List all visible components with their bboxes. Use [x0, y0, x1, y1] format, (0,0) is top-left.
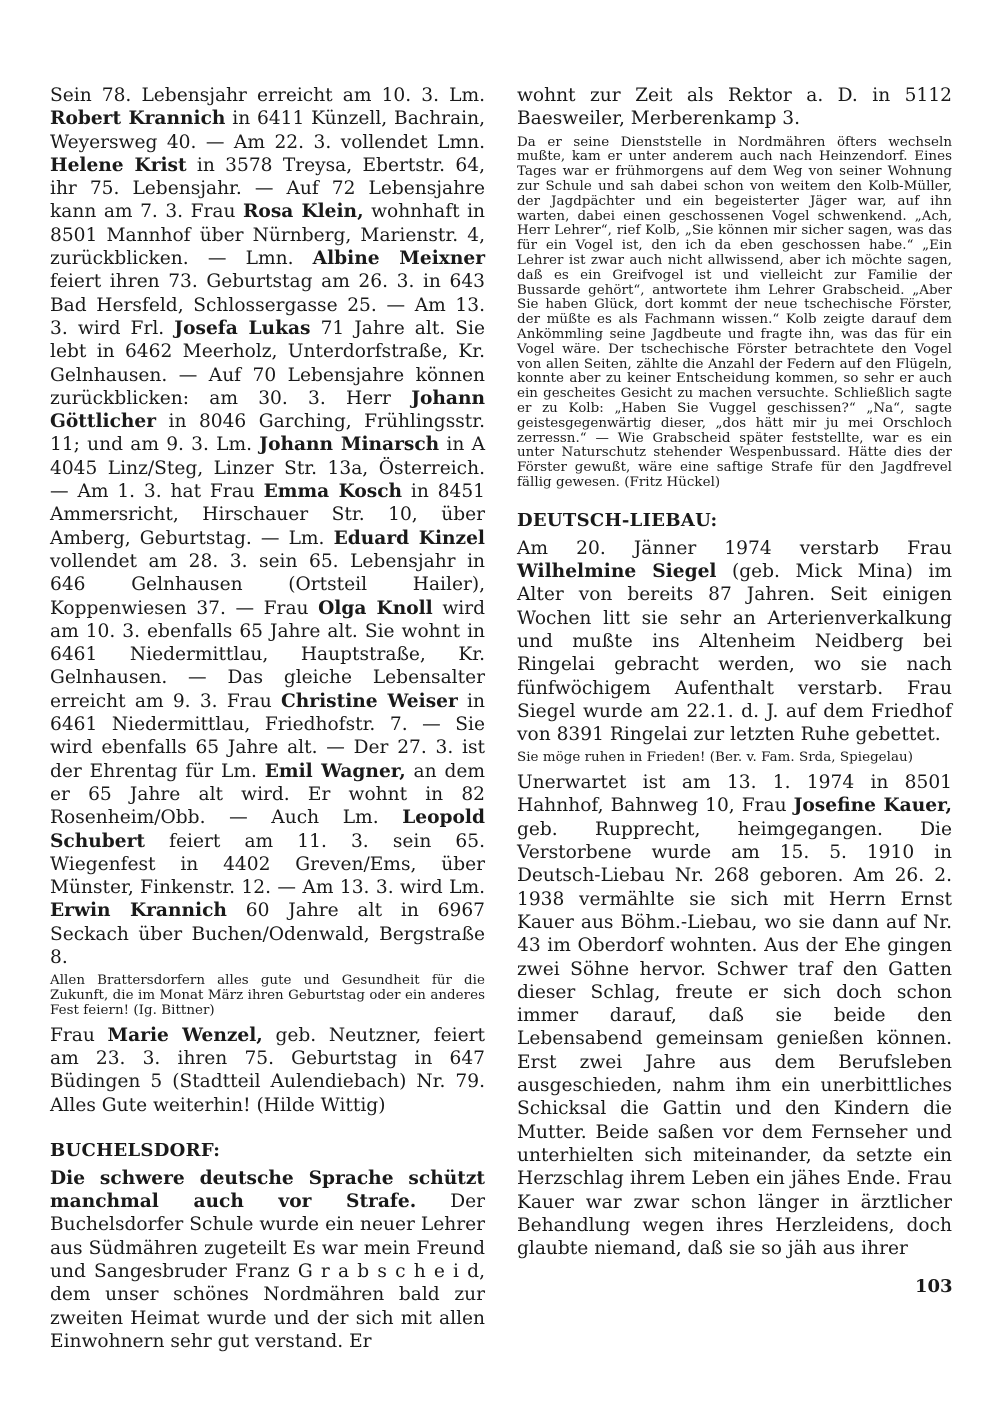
- text-run: wohnhaft in 8501 Mannhof über Nürnberg, Marienstr. 4, zurückblicken. — Lmn.: [50, 201, 486, 270]
- bold-name: Emil Wagner,: [264, 760, 406, 782]
- text-run: Unerwartet ist am 13. 1. 1974 in 8501 Hahnhof, Bahnweg 10, Frau: [517, 772, 952, 817]
- bold-name: Johann Minarsch: [259, 434, 440, 456]
- story-intro: [50, 1167, 485, 1353]
- text-run: in 8451 Ammersricht, Hirschauer Str. 10, über Amberg, Geburtstag. — Lm.: [50, 481, 485, 549]
- page-number: 103: [915, 1276, 953, 1297]
- text-run: in 8046 Garching, Frühlingsstr. 11; und am 9. 3. Lm.: [50, 411, 485, 456]
- bold-name: Helene Krist: [50, 154, 187, 176]
- obituary-note: Sie möge ruhen in Frieden! (Ber. v. Fam. Srda, Spiegelau): [517, 750, 913, 766]
- text-run: in 3578 Treysa, Ebertstr. 64, ihr 75. Lebensjahr. — Auf 72 Lebensjahre kann am 7. 3. Frau: [50, 154, 485, 223]
- text-run: vollendet am 28. 3. sein 65. Lebensjahr in 646 Gelnhausen (Ortsteil Hailer), Koppenwiesen 37. — Frau: [50, 550, 485, 619]
- right-column: [517, 84, 952, 1260]
- section-heading-deutsch-liebau: DEUTSCH-LIEBAU:: [517, 509, 718, 531]
- text-run: (geb. Mick Mina) im Alter von bereits 87 Jahren. Seit einigen Wochen litt sie sehr an Arterienverkalkung und mußte ins Altenheim Neidberg bei Ringelai gebracht werden, wo sie nach fünfwöchigem Aufenthalt verstarb. Frau Siegel wurde am 22.1. d. J. auf dem Friedhof von 8391 Ringelai zur letzten Ruhe gebettet.: [517, 561, 952, 746]
- left-column: [50, 84, 485, 1353]
- obituary-josefine-kauer: [517, 771, 952, 1260]
- bold-name: Erwin Krannich: [50, 900, 227, 922]
- story-anecdote: Da er seine Dienststelle in Nordmähren öfters wechseln mußte, kam er unter anderem auch nach Heinzendorf. Eines Tages war er frühmorgens auf dem Weg von seiner Wohnung zur Schule und sah dabei schon von weitem den Kolb-Müller, der Jagdpächter und ein begeisterter Jäger war, auf ihn warten, dabei einen geschossenen Vogel schwenkend. „Ach, Herr Lehrer“, rief Kolb, „Sie können mir sicher sagen, was das für ein Vogel ist, den ich da eben geschossen habe.“ „Ein Lehrer ist zwar auch nicht allwissend, aber ich möchte sagen, daß es ein Greifvogel ist und vielleicht zur Familie der Bussarde gehört“, antwortete ihm Lehrer Grabscheid. „Aber Sie haben Glück, dort kommt der neue tschechische Förster, der müßte es als Fachmann wissen.“ Kolb zeigte darauf dem Ankömmling seine Jagdbeute und fragte ihn, was das für ein Vogel wäre. Der tschechische Förster betrachtete den Vogel von allen Seiten, zählte die Anzahl der Federn auf den Flügeln, konnte aber zu keiner Entscheidung kommen, so sehr er auch ein gescheites Gesicht zu machen versuchte. Schließlich sagte er zu Kolb: „Haben Sie Vuggel geschissen?“ „Na“, sagte geistesgegenwärtig dieser, „dos hätt mir ju mei Orschloch zerressn.“ — Wie Grabscheid später feststellte, war es ein unter Naturschutz stehender Wespenbussard. Hätte dies der Förster gewußt, wäre eine saftige Strafe für den Jagdfrevel fällig gewesen. (Fritz Hückel): [517, 134, 952, 490]
- text-run: 60 Jahre alt in 6967 Seckach über Buchen/Odenwald, Bergstraße 8.: [50, 900, 485, 968]
- bold-name: Josefa Lukas: [174, 317, 311, 339]
- bold-name: Rosa Klein,: [242, 201, 364, 223]
- bold-name: Eduard Kinzel: [333, 527, 485, 549]
- text-run: Am 20. Jänner 1974 verstarb Frau: [517, 537, 952, 559]
- bold-name: Marie Wenzel,: [107, 1024, 263, 1046]
- text-run: geb. Neutzner, feiert am 23. 3. ihren 75. Geburtstag in 647 Büdingen 5 (Stadtteil Aulendiebach) Nr. 79. Alles Gute weiterhin! (Hilde Wittig): [50, 1024, 485, 1116]
- birthday-announcements: [50, 84, 485, 969]
- text-run: geb. Rupprecht, heimgegangen. Die Verstorbene wurde am 15. 5. 1910 in Deutsch-Liebau Nr. 268 geboren. Am 26. 2. 1938 vermählte sie sich mit Herrn Ernst Kauer aus Böhm.-Liebau, wo sie dann auf Nr. 43 im Oberdorf wohnten. Aus der Ehe gingen zwei Söhne hervor. Schwer traf den Gatten dieser Schlag, freute er sich doch schon immer darauf, daß sie beide den Lebensabend gemeinsam genießen können. Erst zwei Jahre aus dem Berufsleben ausgeschieden, nahm ihm ein unerbittliches Schicksal die Gattin und den Kindern die Mutter. Beide saßen vor dem Fernseher und unterhielten sich miteinander, da setzte ein Herzschlag ihrem Leben ein jähes Ende. Frau Kauer war zwar schon länger in ärztlicher Behandlung wegen ihres Herzleidens, doch glaubte niemand, daß sie so jäh aus ihrer: [517, 818, 952, 1260]
- text-run: in A 4045 Linz/Steg, Linzer Str. 13a, Österreich. — Am 1. 3. hat Frau: [50, 434, 486, 503]
- story-continuation: wohnt zur Zeit als Rektor a. D. in 5112 Baesweiler, Merberenkamp 3.: [517, 85, 952, 130]
- obituary-wilhelmine-siegel: [517, 537, 952, 747]
- text-run: Der Buchelsdorfer Schule wurde ein neuer Lehrer aus Südmähren zugeteilt Es war mein Freund und Sangesbruder Franz G r a b s c h e i d, dem unser schönes Nordmähren bald zur zweiten Heimat wurde und der sich mit allen Einwohnern sehr gut verstand. Er: [50, 1191, 486, 1352]
- bold-name: Die schwere deutsche Sprache schützt manchmal auch vor Strafe.: [50, 1167, 485, 1213]
- section-heading-buchelsdorf: BUCHELSDORF:: [50, 1139, 221, 1161]
- bold-name: Josefine Kauer,: [793, 795, 952, 817]
- bold-name: Johann Göttlicher: [50, 387, 485, 433]
- bold-name: Robert Krannich: [50, 108, 226, 130]
- text-run: in 6461 Niedermittlau, Friedhofstr. 7. — Sie wird ebenfalls 65 Jahre alt. — Der 27. 3. ist der Ehrentag für Lm.: [50, 690, 485, 782]
- text-run: in 6411 Künzell, Bachrain, Weyersweg 40. — Am 22. 3. vollendet Lmn.: [50, 108, 485, 153]
- text-run: Frau: [50, 1024, 108, 1046]
- text-run: an dem er 65 Jahre alt wird. Er wohnt in 82 Rosenheim/Obb. — Auch Lm.: [50, 760, 485, 829]
- bold-name: Wilhelmine Siegel: [517, 561, 717, 583]
- greeting-note: Allen Brattersdorfern alles gute und Gesundheit für die Zukunft, die im Monat März ihren Geburtstag oder ein anderes Fest feiern! (Ig. Bittner): [50, 973, 485, 1018]
- text-run: feiert ihren 73. Geburtstag am 26. 3. in 643 Bad Hersfeld, Schlossergasse 25. — Am 13. 3. wird Frl.: [50, 271, 485, 339]
- bold-name: Emma Kosch: [263, 481, 403, 503]
- birthday-marie-wenzel: [50, 1024, 485, 1117]
- bold-name: Leopold Schubert: [50, 807, 485, 852]
- bold-name: Christine Weiser: [280, 690, 458, 712]
- bold-name: Albine Meixner: [312, 248, 485, 270]
- bold-name: Olga Knoll: [318, 597, 433, 619]
- text-run: feiert am 11. 3. sein 65. Wiegenfest in 4402 Greven/Ems, über Münster, Finkenstr. 12. — Am 13. 3. wird Lm.: [50, 830, 485, 899]
- text-run: 71 Jahre alt. Sie lebt in 6462 Meerholz, Unterdorfstraße, Kr. Gelnhausen. — Auf 70 Lebensjahre können zurückblicken: am 30. 3. Herr: [50, 317, 485, 409]
- text-run: wird am 10. 3. ebenfalls 65 Jahre alt. Sie wohnt in 6461 Niedermittlau, Hauptstraße, Kr. Gelnhausen. — Das gleiche Lebensalter erreicht am 9. 3. Frau: [50, 597, 485, 712]
- text-run: Sein 78. Lebensjahr erreicht am 10. 3. Lm.: [50, 85, 485, 106]
